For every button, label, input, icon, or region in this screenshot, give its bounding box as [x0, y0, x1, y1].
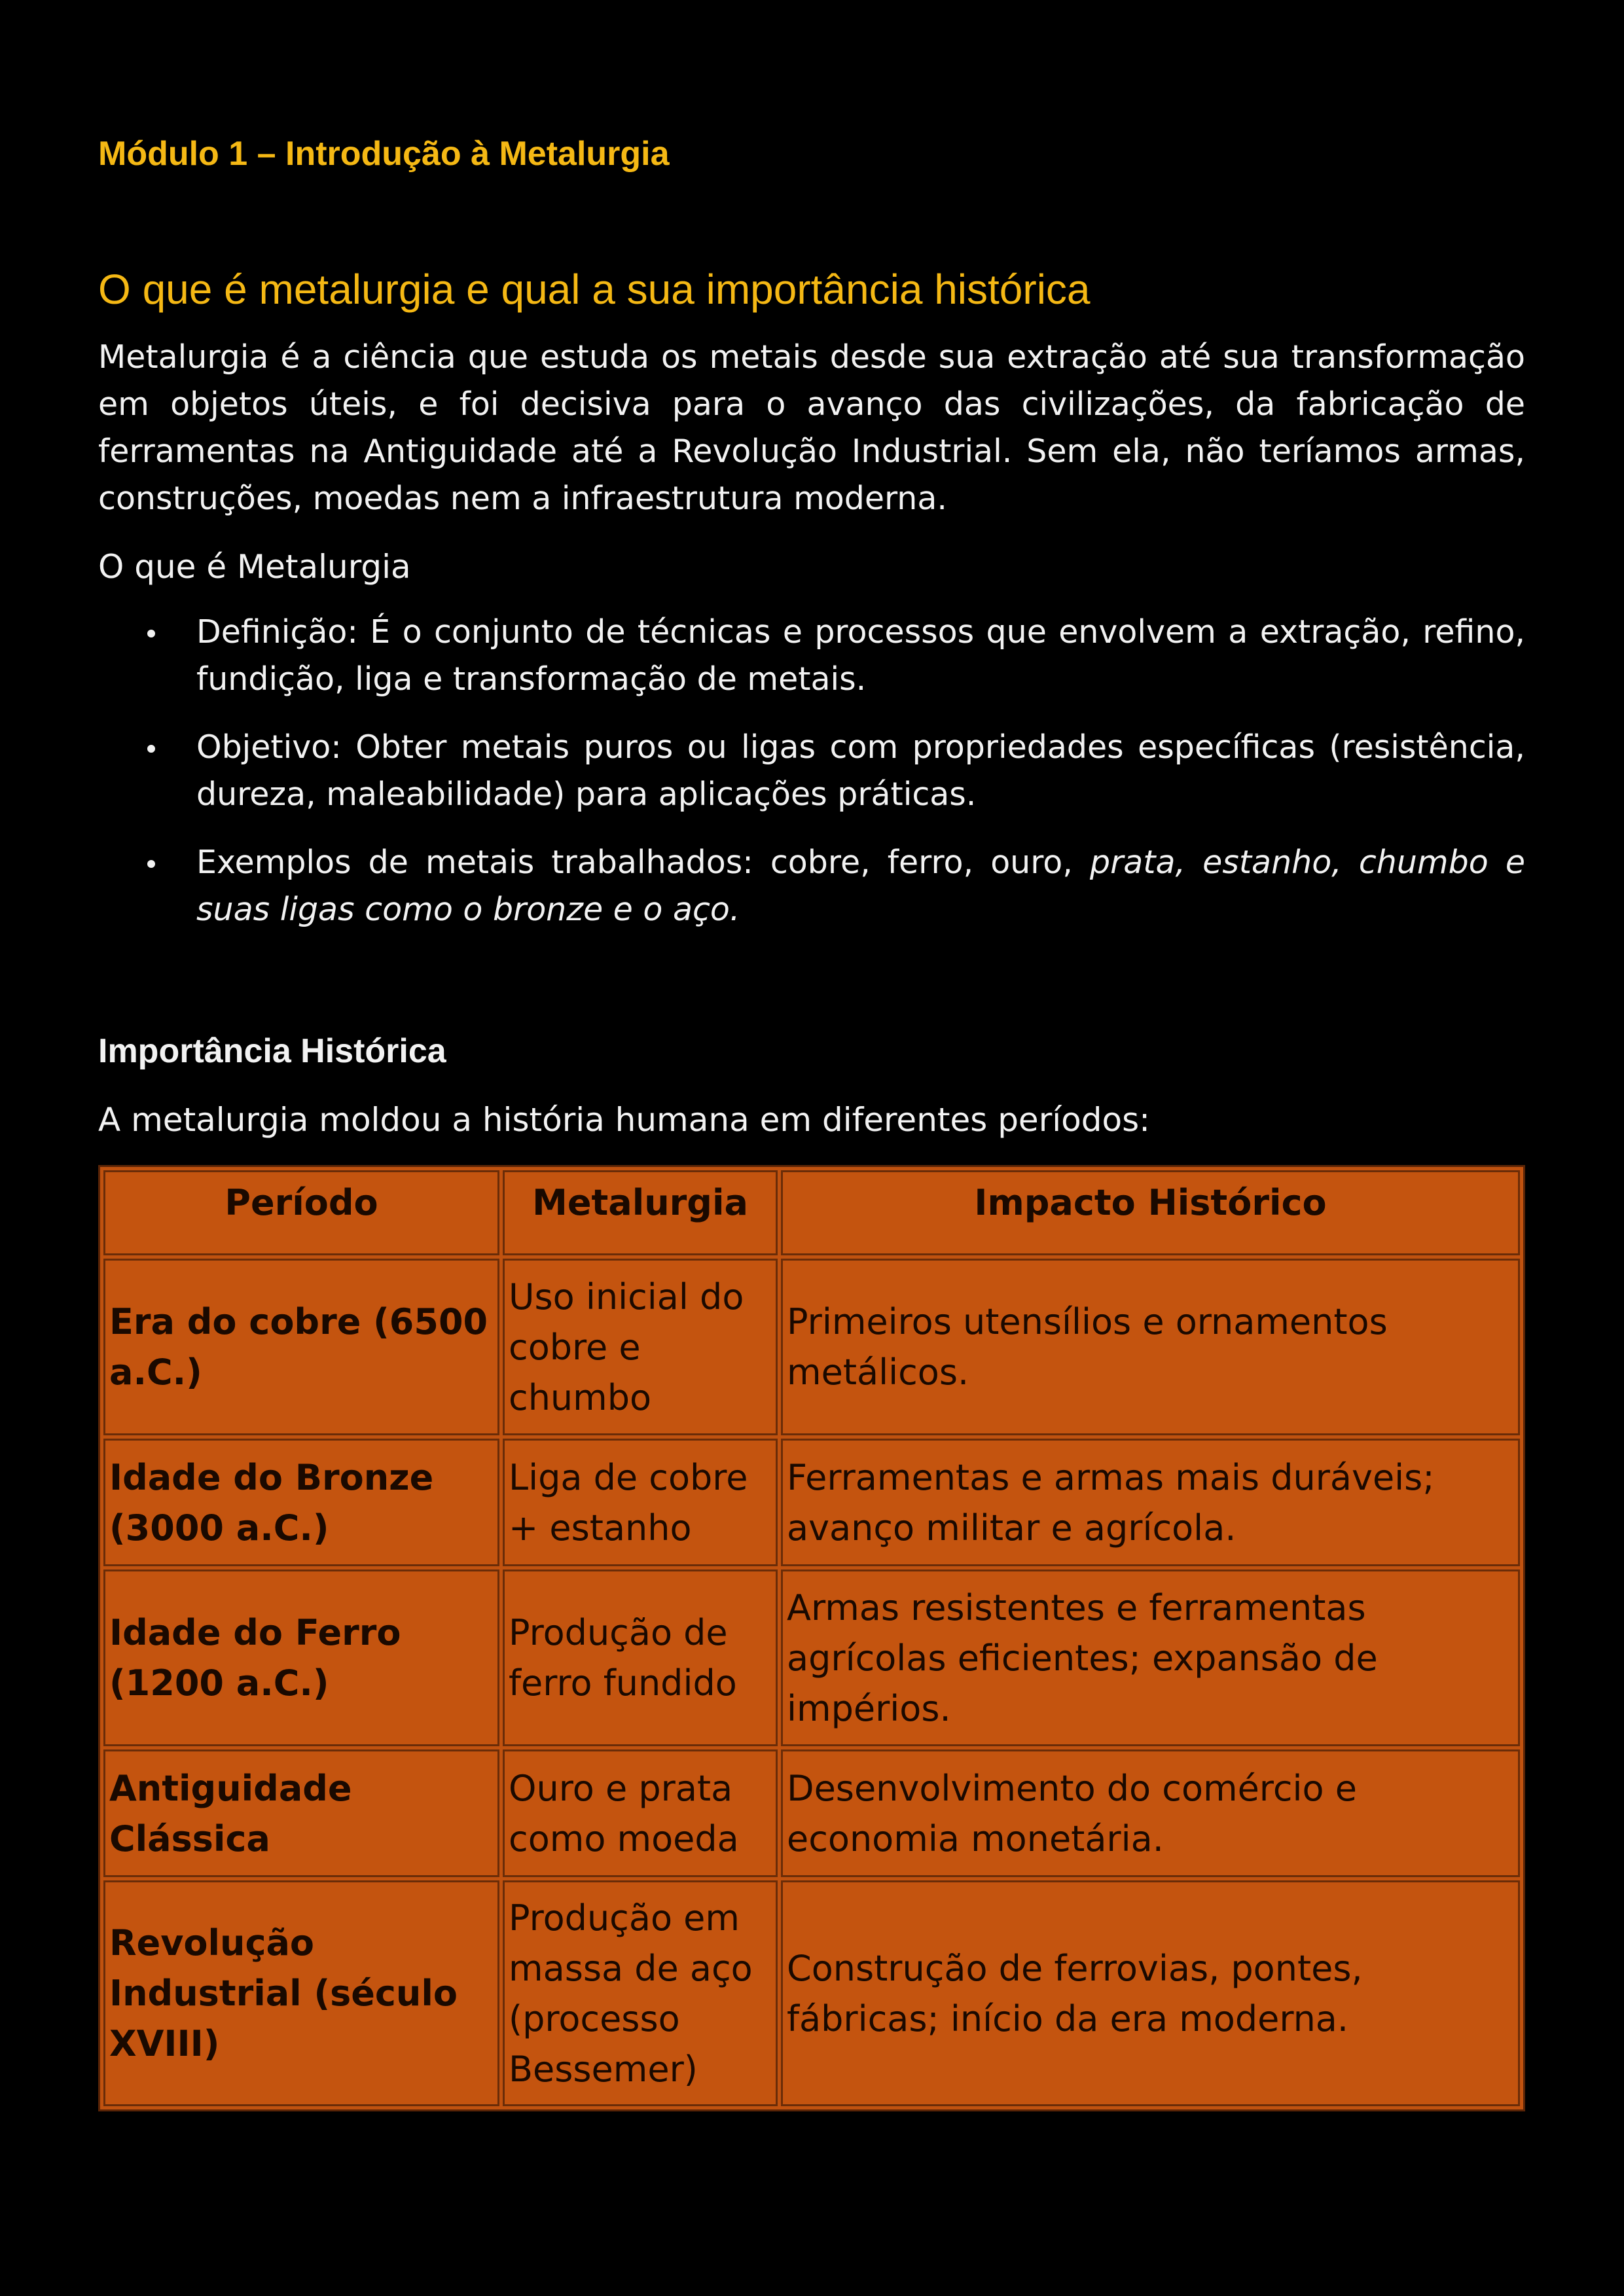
column-header-impact: Impacto Histórico	[781, 1170, 1520, 1255]
bullet-icon	[147, 860, 155, 868]
bullet-text-italic: prata, estanho, chumbo e suas ligas como o bronze e o aço.	[196, 844, 1525, 928]
cell-metallurgy: Produção em massa de aço (processo Bessemer)	[503, 1880, 778, 2106]
cell-period: Idade do Ferro (1200 a.C.)	[103, 1570, 499, 1746]
module-title: Módulo 1 – Introdução à Metalurgia	[98, 135, 670, 173]
table-header-row	[103, 1170, 1520, 1255]
cell-impact: Primeiros utensílios e ornamentos metálicos.	[781, 1259, 1520, 1435]
bullet-text: Exemplos de metais trabalhados: cobre, ferro, ouro,	[196, 844, 1090, 881]
history-table	[98, 1165, 1525, 2111]
cell-period: Idade do Bronze (3000 a.C.)	[103, 1439, 499, 1566]
section-title: O que é metalurgia e qual a sua importância histórica	[98, 266, 1091, 313]
list-item	[98, 839, 1525, 933]
list-item	[98, 609, 1525, 703]
bullet-text: Definição: É o conjunto de técnicas e processos que envolvem a extração, refino, fundição, liga e transformação de metais.	[196, 613, 1525, 698]
intro-paragraph: Metalurgia é a ciência que estuda os metais desde sua extração até sua transformação em objetos úteis, e foi decisiva para o avanço das civilizações, da fabricação de ferramentas na Antiguidade até a Revolução Industrial. Sem ela, não teríamos armas, construções, moedas nem a infraestrutura moderna.	[98, 338, 1525, 517]
bullet-list	[98, 609, 1525, 954]
cell-metallurgy: Liga de cobre + estanho	[503, 1439, 778, 1566]
bullet-text: Objetivo: Obter metais puros ou ligas com propriedades específicas (resistência, dureza, maleabilidade) para aplicações práticas.	[196, 728, 1525, 813]
cell-impact: Armas resistentes e ferramentas agrícolas eficientes; expansão de impérios.	[781, 1570, 1520, 1746]
cell-period: Antiguidade Clássica	[103, 1749, 499, 1877]
column-header-metallurgy: Metalurgia	[503, 1170, 778, 1255]
table-row	[103, 1880, 1520, 2106]
cell-metallurgy: Produção de ferro fundido	[503, 1570, 778, 1746]
cell-period: Era do cobre (6500 a.C.)	[103, 1259, 499, 1435]
column-header-period: Período	[103, 1170, 499, 1255]
cell-metallurgy: Uso inicial do cobre e chumbo	[503, 1259, 778, 1435]
history-table-container	[98, 1165, 1525, 2111]
importance-intro: A metalurgia moldou a história humana em diferentes períodos:	[98, 1101, 1150, 1139]
cell-impact: Ferramentas e armas mais duráveis; avanço militar e agrícola.	[781, 1439, 1520, 1566]
cell-impact: Desenvolvimento do comércio e economia monetária.	[781, 1749, 1520, 1877]
list-item	[98, 724, 1525, 818]
table-row	[103, 1259, 1520, 1435]
bullet-icon	[147, 745, 155, 753]
cell-metallurgy: Ouro e prata como moeda	[503, 1749, 778, 1877]
what-is-heading: O que é Metalurgia	[98, 548, 411, 586]
bullet-icon	[147, 630, 155, 637]
cell-period: Revolução Industrial (século XVIII)	[103, 1880, 499, 2106]
table-row	[103, 1439, 1520, 1566]
importance-heading: Importância Histórica	[98, 1032, 446, 1070]
cell-impact: Construção de ferrovias, pontes, fábricas; início da era moderna.	[781, 1880, 1520, 2106]
table-row	[103, 1749, 1520, 1877]
table-row	[103, 1570, 1520, 1746]
